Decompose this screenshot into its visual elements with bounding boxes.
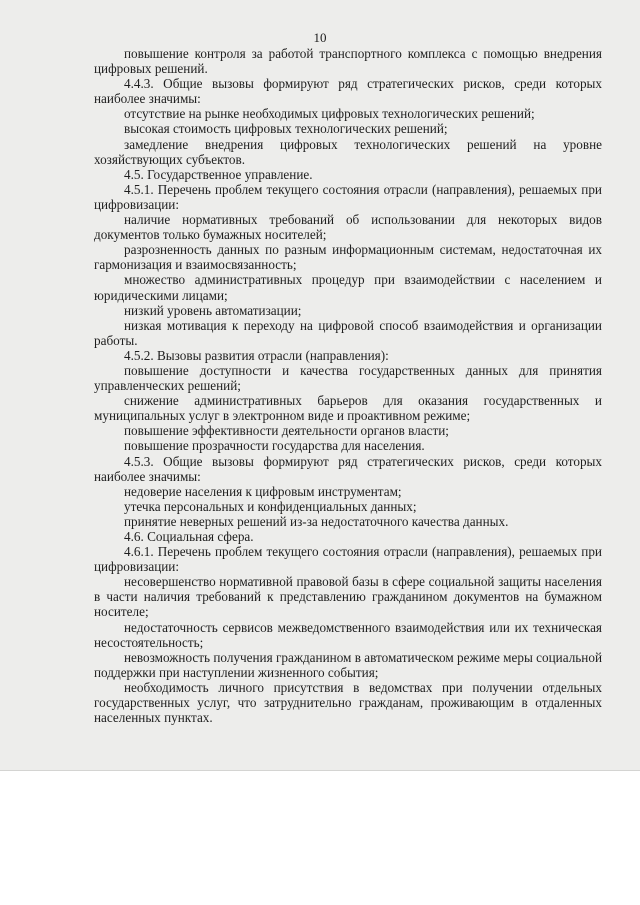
paragraph-13: 4.5.2. Вызовы развития отрасли (направления):: [124, 347, 389, 363]
paragraph-23: 4.6.1. Перечень проблем текущего состояния отрасли (направления), решаемых при цифровизации:: [94, 544, 602, 575]
paragraph-19: недоверие населения к цифровым инструментам;: [124, 483, 402, 499]
paragraph-17: повышение прозрачности государства для населения.: [124, 438, 425, 454]
paragraph-25: недостаточность сервисов межведомственного взаимодействия или их техническая несостоятельность;: [94, 619, 602, 650]
document-body: [94, 46, 602, 725]
paragraph-21: принятие неверных решений из-за недостаточного качества данных.: [124, 513, 509, 529]
paragraph-20: утечка персональных и конфиденциальных данных;: [124, 498, 417, 514]
paragraph-5: замедление внедрения цифровых технологических решений на уровне хозяйствующих субъектов.: [94, 136, 602, 167]
paragraph-26: невозможность получения гражданином в автоматическом режиме меры социальной поддержки при наступлении жизненного события;: [94, 649, 602, 680]
paragraph-4: высокая стоимость цифровых технологических решений;: [124, 121, 448, 137]
paragraph-27: необходимость личного присутствия в ведомствах при получении отдельных государственных услуг, что затруднительно гражданам, проживающим в отдаленных населенных пунктах.: [94, 679, 602, 726]
paragraph-15: снижение административных барьеров для оказания государственных и муниципальных услуг в электронном виде и проактивном режиме;: [94, 393, 602, 424]
paragraph-12: низкая мотивация к переходу на цифровой способ взаимодействия и организации работы.: [94, 317, 602, 348]
paragraph-7: 4.5.1. Перечень проблем текущего состояния отрасли (направления), решаемых при цифровизации:: [94, 181, 602, 212]
paragraph-14: повышение доступности и качества государственных данных для принятия управленческих решений;: [94, 362, 602, 394]
paragraph-2: 4.4.3. Общие вызовы формируют ряд стратегических рисков, среди которых наиболее значимы:: [94, 76, 602, 107]
page-number: 10: [313, 30, 327, 45]
paragraph-3: отсутствие на рынке необходимых цифровых технологических решений;: [124, 106, 535, 122]
paragraph-18: 4.5.3. Общие вызовы формируют ряд стратегических рисков, среди которых наиболее значимы:: [94, 453, 602, 484]
paragraph-16: повышение эффективности деятельности органов власти;: [124, 423, 449, 439]
paragraph-11: низкий уровень автоматизации;: [124, 302, 302, 318]
paragraph-9: разрозненность данных по разным информационным системам, недостаточная их гармонизация и взаимосвязанность;: [94, 242, 602, 273]
paragraph-10: множество административных процедур при взаимодействии с населением и юридическими лицами;: [94, 272, 602, 303]
section-heading-4-6: 4.6. Социальная сфера.: [124, 529, 254, 544]
paragraph-8: наличие нормативных требований об использовании для некоторых видов документов только бумажных носителей;: [94, 212, 602, 243]
section-heading-4-5: 4.5. Государственное управление.: [124, 166, 313, 182]
paragraph-24: несовершенство нормативной правовой базы в сфере социальной защиты населения в части наличия требований к представлению гражданином документов на бумажном носителе;: [94, 574, 602, 620]
paragraph-1: повышение контроля за работой транспортного комплекса с помощью внедрения цифровых решений.: [94, 46, 602, 77]
